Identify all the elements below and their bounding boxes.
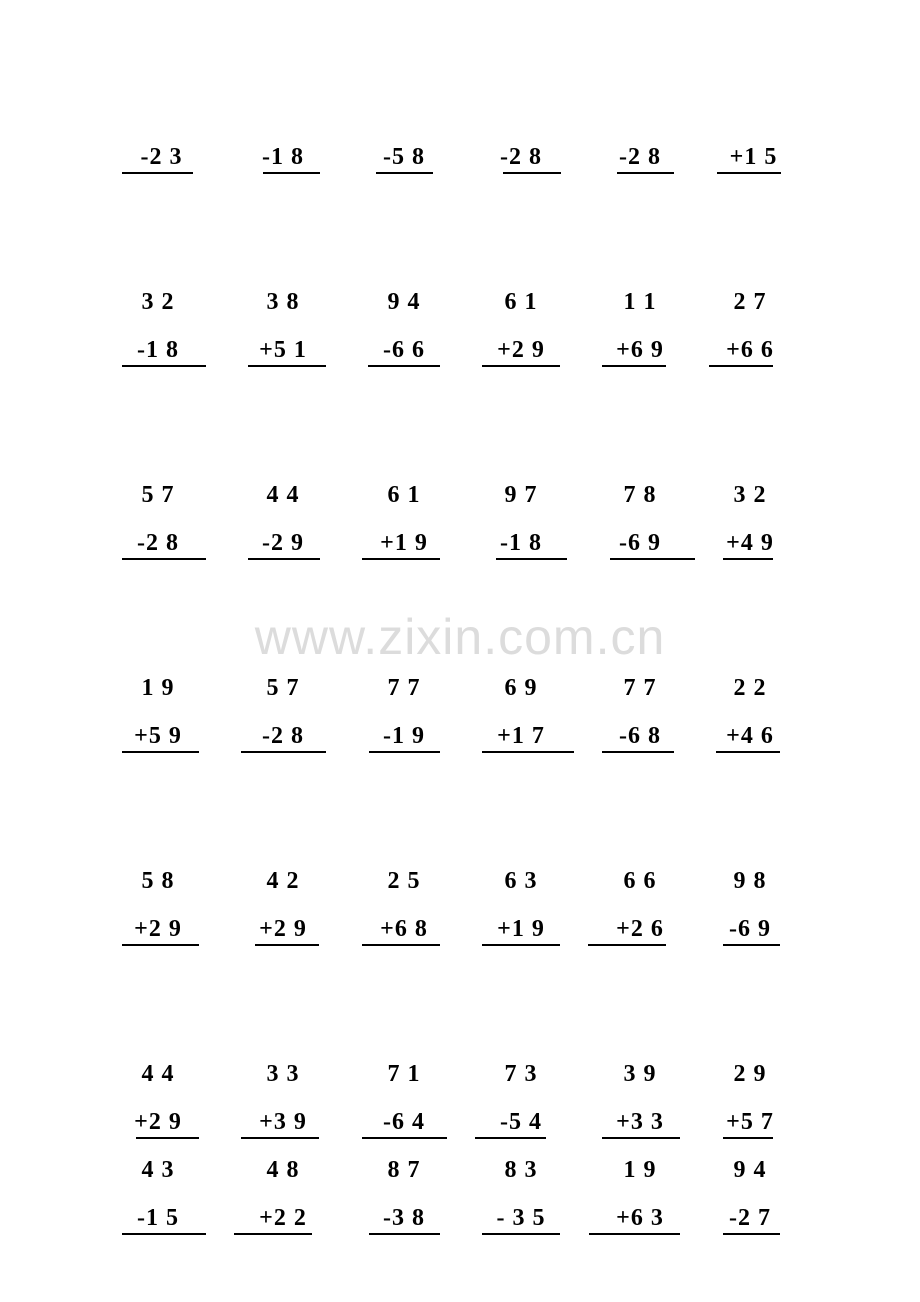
top-number: 5 7 bbox=[266, 675, 300, 701]
arithmetic-problem bbox=[354, 289, 454, 369]
arithmetic-problem bbox=[700, 1061, 800, 1141]
arithmetic-problem bbox=[233, 1157, 333, 1237]
arithmetic-problem bbox=[108, 1061, 208, 1141]
top-number: 9 8 bbox=[733, 868, 767, 894]
answer-underline bbox=[234, 1233, 312, 1235]
arithmetic-problem bbox=[700, 482, 800, 562]
answer-underline bbox=[482, 365, 560, 367]
answer-underline bbox=[610, 558, 695, 560]
top-number: 4 4 bbox=[141, 1061, 175, 1087]
operator-number: -2 8 bbox=[262, 723, 304, 749]
top-number: 7 1 bbox=[387, 1061, 421, 1087]
top-number: 6 1 bbox=[504, 289, 538, 315]
operator-number: -2 8 bbox=[500, 144, 542, 170]
arithmetic-problem bbox=[471, 1061, 571, 1141]
top-number: 3 2 bbox=[733, 482, 767, 508]
arithmetic-problem bbox=[471, 289, 571, 369]
top-number: 6 3 bbox=[504, 868, 538, 894]
operator-number: +2 9 bbox=[259, 916, 307, 942]
arithmetic-problem bbox=[354, 482, 454, 562]
answer-underline bbox=[368, 365, 440, 367]
operator-number: -2 7 bbox=[729, 1205, 771, 1231]
operator-number: +2 9 bbox=[134, 916, 182, 942]
answer-underline bbox=[602, 365, 666, 367]
operator-number: +3 3 bbox=[616, 1109, 664, 1135]
answer-underline bbox=[248, 365, 326, 367]
arithmetic-problem bbox=[471, 482, 571, 562]
arithmetic-problem bbox=[108, 1157, 208, 1237]
answer-underline bbox=[376, 172, 433, 174]
answer-underline bbox=[362, 944, 440, 946]
arithmetic-problem bbox=[354, 675, 454, 755]
top-number: 4 3 bbox=[141, 1157, 175, 1183]
operator-number: -5 8 bbox=[383, 144, 425, 170]
answer-underline bbox=[362, 1137, 447, 1139]
top-number: 4 8 bbox=[266, 1157, 300, 1183]
answer-underline bbox=[255, 944, 319, 946]
top-number: 6 6 bbox=[623, 868, 657, 894]
arithmetic-problem bbox=[233, 289, 333, 369]
operator-number: +6 3 bbox=[616, 1205, 664, 1231]
top-number: 9 4 bbox=[733, 1157, 767, 1183]
arithmetic-problem bbox=[354, 96, 454, 176]
answer-underline bbox=[122, 1233, 206, 1235]
top-number: 1 9 bbox=[623, 1157, 657, 1183]
problem-row bbox=[0, 96, 920, 176]
operator-number: +2 9 bbox=[134, 1109, 182, 1135]
operator-number: -3 8 bbox=[383, 1205, 425, 1231]
answer-underline bbox=[475, 1137, 546, 1139]
top-number: 9 4 bbox=[387, 289, 421, 315]
arithmetic-problem bbox=[590, 482, 690, 562]
arithmetic-problem bbox=[354, 1157, 454, 1237]
answer-underline bbox=[248, 558, 320, 560]
operator-number: -6 4 bbox=[383, 1109, 425, 1135]
arithmetic-problem bbox=[108, 96, 208, 176]
top-number: 5 8 bbox=[141, 868, 175, 894]
arithmetic-problem bbox=[700, 675, 800, 755]
answer-underline bbox=[723, 1137, 773, 1139]
answer-underline bbox=[263, 172, 320, 174]
answer-underline bbox=[369, 751, 440, 753]
arithmetic-problem bbox=[233, 1061, 333, 1141]
top-number: 2 5 bbox=[387, 868, 421, 894]
operator-number: +1 7 bbox=[497, 723, 545, 749]
arithmetic-problem bbox=[700, 96, 800, 176]
answer-underline bbox=[723, 1233, 780, 1235]
top-number: 2 2 bbox=[733, 675, 767, 701]
arithmetic-problem bbox=[354, 1061, 454, 1141]
answer-underline bbox=[723, 558, 773, 560]
arithmetic-problem bbox=[590, 1157, 690, 1237]
operator-number: +3 9 bbox=[259, 1109, 307, 1135]
arithmetic-problem bbox=[471, 868, 571, 948]
arithmetic-problem bbox=[233, 675, 333, 755]
top-number: 7 8 bbox=[623, 482, 657, 508]
top-number: 6 1 bbox=[387, 482, 421, 508]
operator-number: - 3 5 bbox=[496, 1205, 546, 1231]
operator-number: -6 9 bbox=[619, 530, 661, 556]
answer-underline bbox=[716, 751, 780, 753]
answer-underline bbox=[136, 1137, 199, 1139]
operator-number: +2 6 bbox=[616, 916, 664, 942]
answer-underline bbox=[617, 172, 674, 174]
arithmetic-problem bbox=[590, 1061, 690, 1141]
top-number: 4 4 bbox=[266, 482, 300, 508]
operator-number: +2 9 bbox=[497, 337, 545, 363]
answer-underline bbox=[482, 944, 560, 946]
operator-number: +1 5 bbox=[722, 144, 778, 170]
arithmetic-problem bbox=[108, 482, 208, 562]
answer-underline bbox=[122, 751, 199, 753]
answer-underline bbox=[362, 558, 440, 560]
operator-number: -2 3 bbox=[133, 144, 183, 170]
answer-underline bbox=[122, 944, 199, 946]
top-number: 7 3 bbox=[504, 1061, 538, 1087]
operator-number: +5 1 bbox=[259, 337, 307, 363]
problem-row bbox=[0, 675, 920, 755]
problem-row bbox=[0, 289, 920, 369]
operator-number: -6 9 bbox=[729, 916, 771, 942]
arithmetic-problem bbox=[590, 868, 690, 948]
operator-number: +1 9 bbox=[497, 916, 545, 942]
answer-underline bbox=[241, 1137, 319, 1139]
answer-underline bbox=[717, 172, 781, 174]
top-number: 3 8 bbox=[266, 289, 300, 315]
arithmetic-problem bbox=[700, 868, 800, 948]
top-number: 1 1 bbox=[623, 289, 657, 315]
operator-number: +5 7 bbox=[726, 1109, 774, 1135]
operator-number: -1 9 bbox=[383, 723, 425, 749]
arithmetic-problem bbox=[354, 868, 454, 948]
problem-row bbox=[0, 1061, 920, 1141]
operator-number: +5 9 bbox=[134, 723, 182, 749]
operator-number: -2 8 bbox=[619, 144, 661, 170]
top-number: 2 7 bbox=[733, 289, 767, 315]
arithmetic-problem bbox=[108, 289, 208, 369]
operator-number: -1 8 bbox=[137, 337, 179, 363]
top-number: 2 9 bbox=[733, 1061, 767, 1087]
top-number: 3 9 bbox=[623, 1061, 657, 1087]
top-number: 4 2 bbox=[266, 868, 300, 894]
operator-number: +6 6 bbox=[726, 337, 774, 363]
operator-number: +6 8 bbox=[380, 916, 428, 942]
watermark: www.zixin.com.cn bbox=[254, 609, 666, 665]
arithmetic-problem bbox=[700, 289, 800, 369]
operator-number: -1 5 bbox=[137, 1205, 179, 1231]
operator-number: +4 6 bbox=[726, 723, 774, 749]
answer-underline bbox=[588, 944, 666, 946]
answer-underline bbox=[723, 944, 780, 946]
operator-number: -2 8 bbox=[137, 530, 179, 556]
answer-underline bbox=[602, 751, 674, 753]
answer-underline bbox=[589, 1233, 680, 1235]
arithmetic-problem bbox=[471, 1157, 571, 1237]
top-number: 7 7 bbox=[623, 675, 657, 701]
operator-number: -2 9 bbox=[262, 530, 304, 556]
answer-underline bbox=[122, 365, 206, 367]
top-number: 3 3 bbox=[266, 1061, 300, 1087]
answer-underline bbox=[369, 1233, 440, 1235]
problem-row bbox=[0, 1157, 920, 1237]
top-number: 8 3 bbox=[504, 1157, 538, 1183]
operator-number: -1 8 bbox=[262, 144, 304, 170]
top-number: 6 9 bbox=[504, 675, 538, 701]
arithmetic-problem bbox=[590, 289, 690, 369]
arithmetic-problem bbox=[590, 96, 690, 176]
problem-row bbox=[0, 482, 920, 562]
arithmetic-problem bbox=[108, 675, 208, 755]
arithmetic-problem bbox=[108, 868, 208, 948]
answer-underline bbox=[709, 365, 773, 367]
problem-row bbox=[0, 868, 920, 948]
answer-underline bbox=[241, 751, 326, 753]
arithmetic-problem bbox=[233, 868, 333, 948]
operator-number: +6 9 bbox=[616, 337, 664, 363]
answer-underline bbox=[496, 558, 567, 560]
arithmetic-problem bbox=[590, 675, 690, 755]
arithmetic-problem bbox=[233, 482, 333, 562]
answer-underline bbox=[122, 558, 206, 560]
answer-underline bbox=[482, 751, 574, 753]
top-number: 1 9 bbox=[141, 675, 175, 701]
top-number: 9 7 bbox=[504, 482, 538, 508]
arithmetic-problem bbox=[233, 96, 333, 176]
operator-number: -6 6 bbox=[383, 337, 425, 363]
answer-underline bbox=[482, 1233, 560, 1235]
operator-number: -5 4 bbox=[500, 1109, 542, 1135]
operator-number: +1 9 bbox=[380, 530, 428, 556]
answer-underline bbox=[122, 172, 193, 174]
answer-underline bbox=[503, 172, 561, 174]
top-number: 5 7 bbox=[141, 482, 175, 508]
operator-number: +2 2 bbox=[259, 1205, 307, 1231]
arithmetic-problem bbox=[471, 675, 571, 755]
top-number: 7 7 bbox=[387, 675, 421, 701]
operator-number: -1 8 bbox=[500, 530, 542, 556]
operator-number: +4 9 bbox=[726, 530, 774, 556]
top-number: 3 2 bbox=[141, 289, 175, 315]
operator-number: -6 8 bbox=[619, 723, 661, 749]
arithmetic-problem bbox=[471, 96, 571, 176]
answer-underline bbox=[602, 1137, 680, 1139]
arithmetic-problem bbox=[700, 1157, 800, 1237]
top-number: 8 7 bbox=[387, 1157, 421, 1183]
